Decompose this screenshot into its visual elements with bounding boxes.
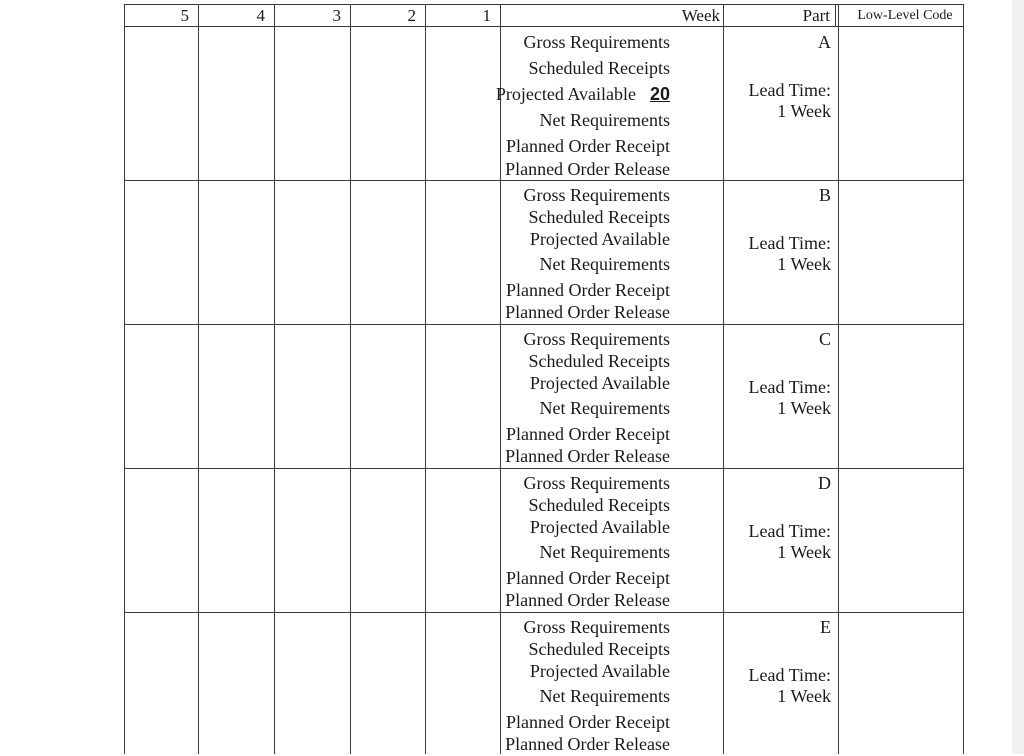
planned-order-receipt-label: Planned Order Receipt (506, 712, 670, 732)
lead-time-label: Lead Time: (748, 665, 831, 685)
planned-order-release-label: Planned Order Release (505, 734, 670, 754)
projected-available-label: Projected Available (529, 373, 670, 393)
planned-order-receipt-label: Planned Order Receipt (506, 280, 670, 300)
week-label-header: Week (681, 6, 720, 25)
week-1-header: 1 (482, 6, 491, 25)
lead-time-value: 1 Week (777, 398, 831, 418)
part-block-a (124, 32, 964, 179)
part-block-b (124, 180, 964, 324)
planned-order-release-label: Planned Order Release (505, 590, 670, 610)
gross-requirements-label: Gross Requirements (523, 473, 670, 493)
part-name: A (818, 32, 831, 52)
lead-time-value: 1 Week (777, 101, 831, 121)
projected-available-initial: 20 (649, 84, 670, 104)
net-requirements-label: Net Requirements (539, 110, 670, 130)
part-header: Part (802, 6, 830, 25)
planned-order-receipt-label: Planned Order Receipt (506, 136, 670, 156)
part-name: B (818, 185, 831, 205)
planned-order-release-label: Planned Order Release (505, 159, 670, 179)
projected-available-label: Projected Available (529, 661, 670, 681)
net-requirements-label: Net Requirements (539, 398, 670, 418)
part-block-e (124, 612, 964, 756)
lead-time-value: 1 Week (777, 686, 831, 706)
lead-time-value: 1 Week (777, 254, 831, 274)
week-4-header: 4 (256, 6, 265, 25)
projected-available-label: Projected Available (495, 84, 636, 104)
low-level-code-header: Low-Level Code (857, 8, 953, 23)
lead-time-label: Lead Time: (748, 521, 831, 541)
scheduled-receipts-label: Scheduled Receipts (528, 207, 670, 227)
scrollbar-track[interactable] (1012, 0, 1024, 754)
net-requirements-label: Net Requirements (539, 686, 670, 706)
planned-order-release-label: Planned Order Release (505, 446, 670, 466)
lead-time-label: Lead Time: (748, 233, 831, 253)
planned-order-receipt-label: Planned Order Receipt (506, 568, 670, 588)
part-name: C (818, 329, 831, 349)
week-2-header: 2 (407, 6, 416, 25)
part-block-c (124, 324, 964, 468)
net-requirements-label: Net Requirements (539, 254, 670, 274)
projected-available-label: Projected Available (529, 517, 670, 537)
scheduled-receipts-label: Scheduled Receipts (528, 351, 670, 371)
grid-line (835, 4, 836, 27)
gross-requirements-label: Gross Requirements (523, 329, 670, 349)
lead-time-value: 1 Week (777, 542, 831, 562)
gross-requirements-label: Gross Requirements (523, 32, 670, 52)
projected-available-row (496, 84, 670, 104)
lead-time-label: Lead Time: (748, 80, 831, 100)
scheduled-receipts-label: Scheduled Receipts (528, 58, 670, 78)
gross-requirements-label: Gross Requirements (523, 617, 670, 637)
part-name: E (820, 617, 831, 637)
projected-available-label: Projected Available (529, 229, 670, 249)
scheduled-receipts-label: Scheduled Receipts (528, 495, 670, 515)
lead-time-label: Lead Time: (748, 377, 831, 397)
net-requirements-label: Net Requirements (539, 542, 670, 562)
part-name: D (818, 473, 831, 493)
scheduled-receipts-label: Scheduled Receipts (528, 639, 670, 659)
planned-order-receipt-label: Planned Order Receipt (506, 424, 670, 444)
week-5-header: 5 (180, 6, 189, 25)
gross-requirements-label: Gross Requirements (523, 185, 670, 205)
part-block-d (124, 468, 964, 612)
week-3-header: 3 (332, 6, 341, 25)
planned-order-release-label: Planned Order Release (505, 302, 670, 322)
